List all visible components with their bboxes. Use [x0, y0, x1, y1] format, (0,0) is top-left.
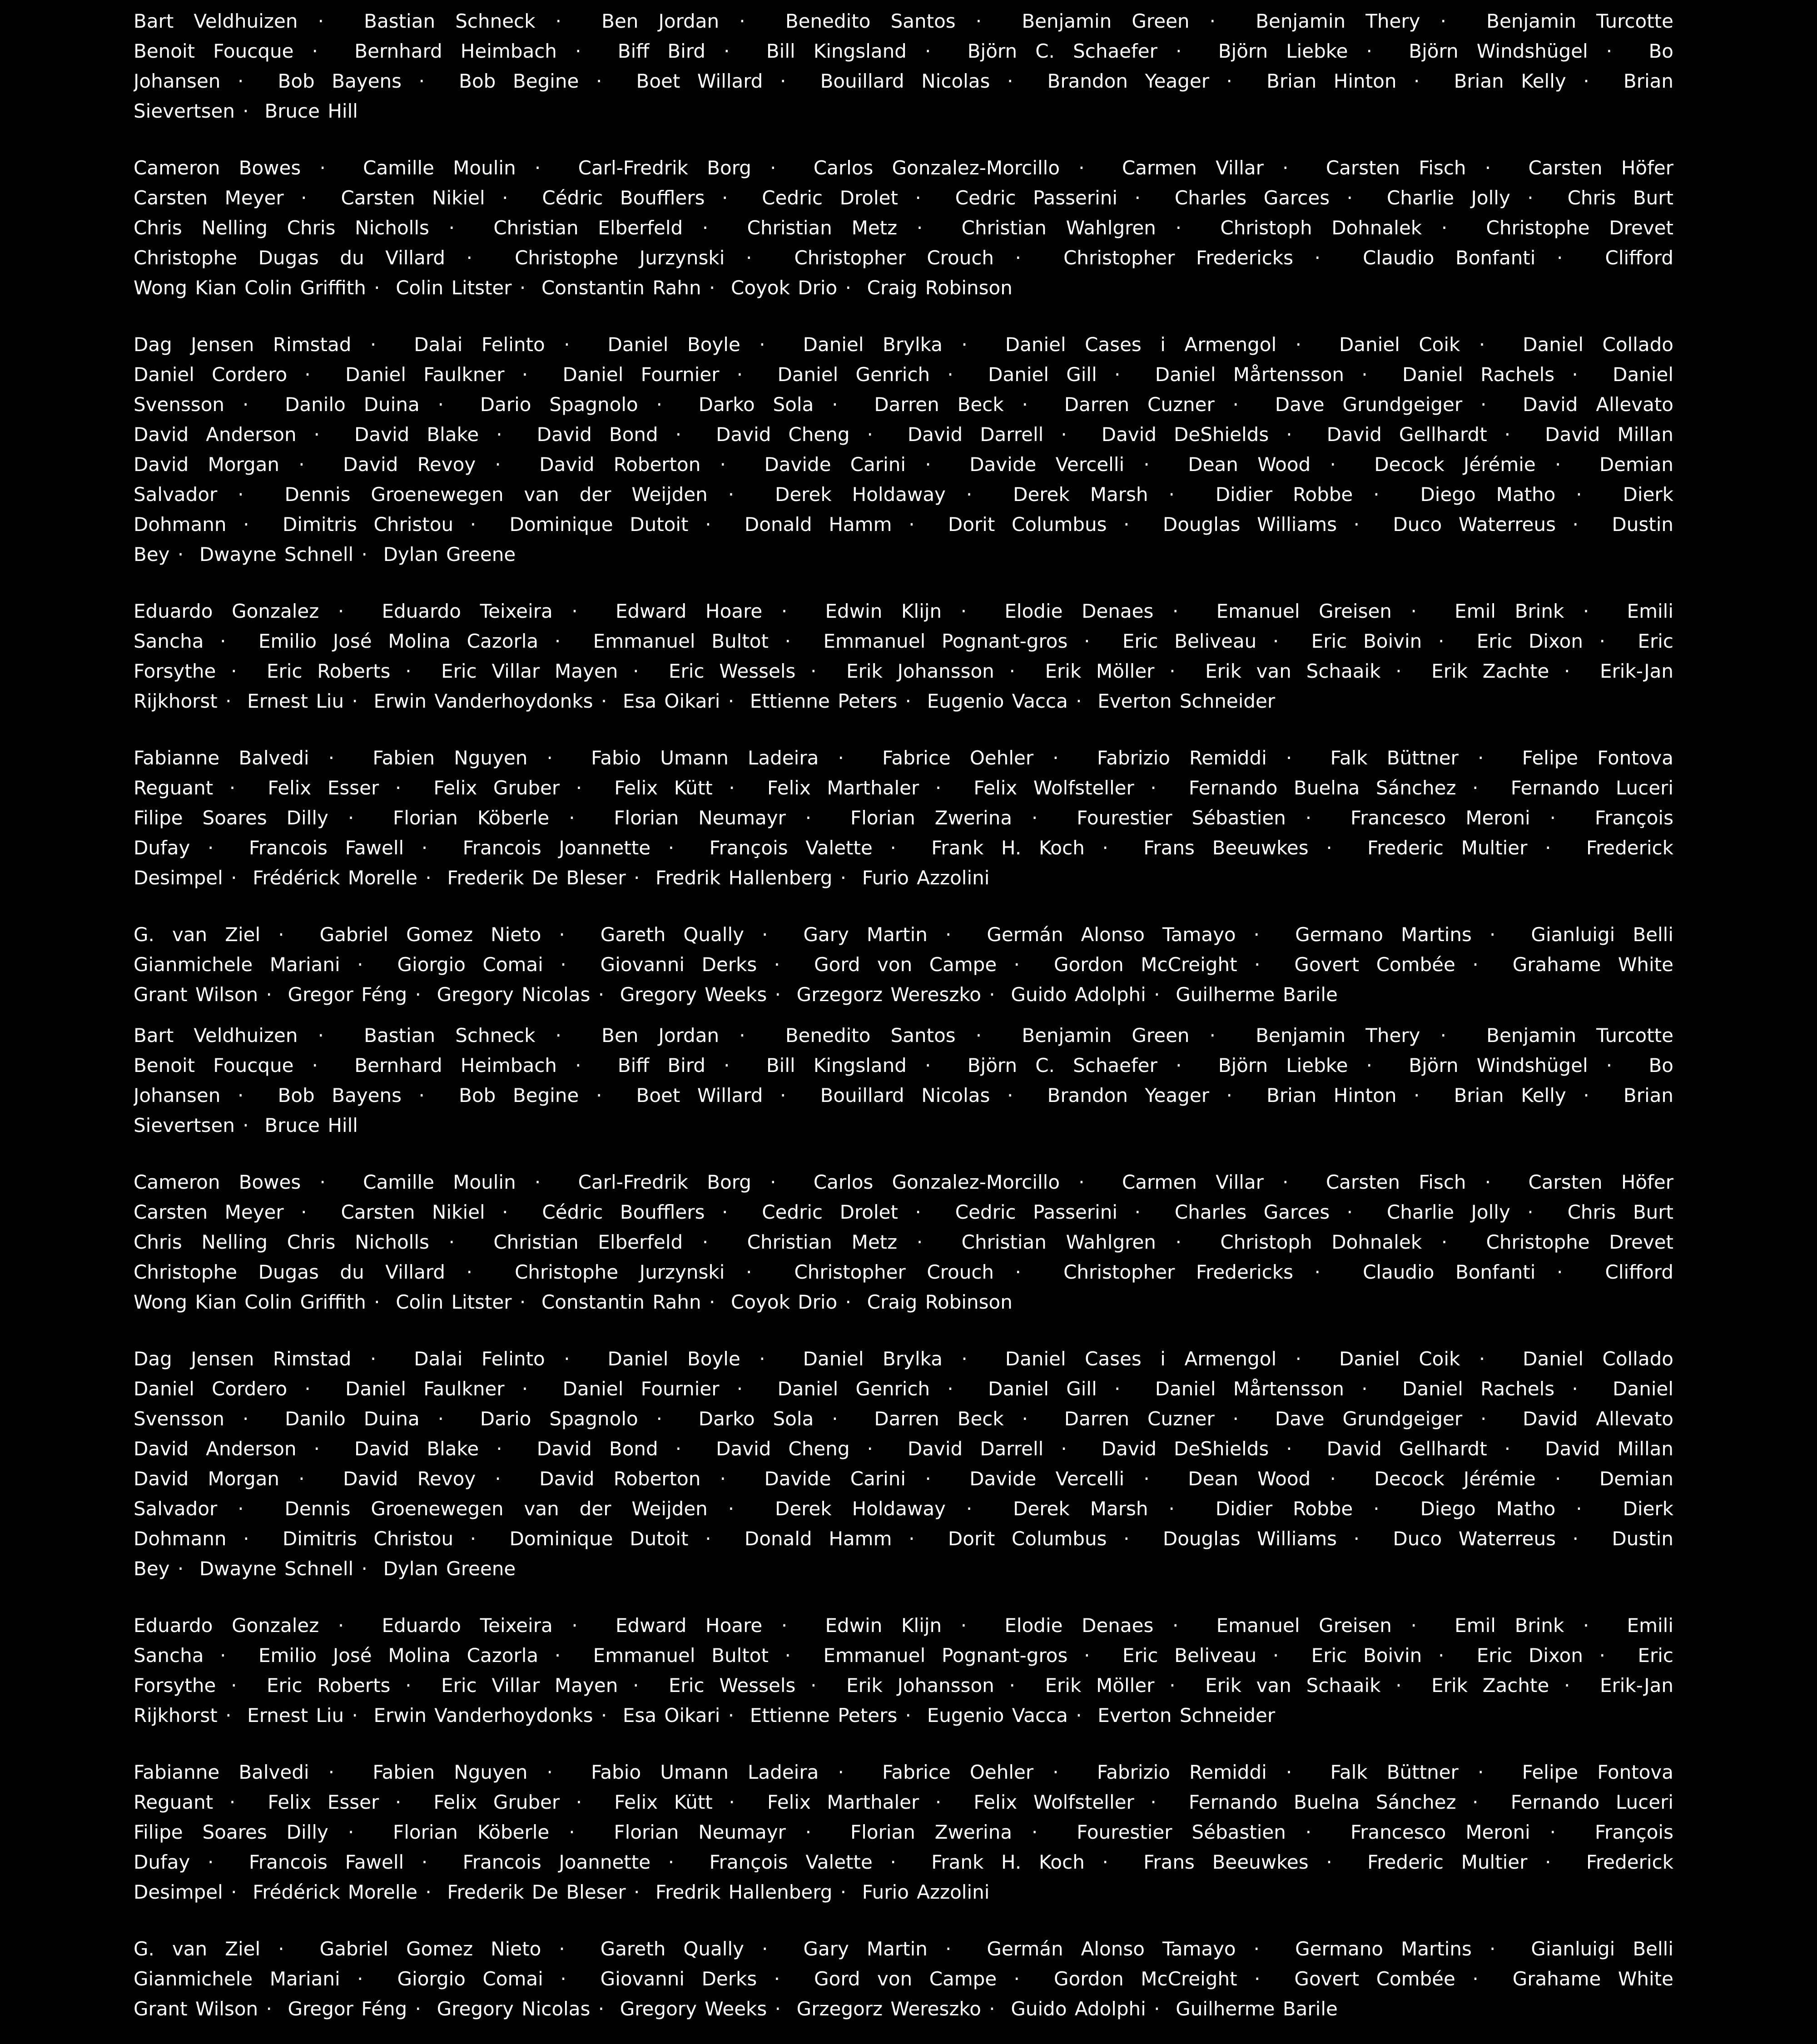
credits-line: Salvador · Dennis Groenewegen van der Weijden · Derek Holdaway · Derek Marsh · Didier Robbe · Diego Matho · Dierk — [134, 483, 1673, 506]
credits-line: Cameron Bowes · Camille Moulin · Carl-Fredrik Borg · Carlos Gonzalez-Morcillo · Carmen Villar · Carsten Fisch · Carsten Höfer — [134, 157, 1673, 179]
credits-paragraph-b-1 — [134, 6, 1673, 126]
credits-line: Bey · Dwayne Schnell · Dylan Greene — [134, 1558, 516, 1580]
credits-line: Johansen · Bob Bayens · Bob Begine · Boet Willard · Bouillard Nicolas · Brandon Yeager · Brian Hinton · Brian Kelly · Brian — [134, 1084, 1673, 1106]
credits-paragraph-d-2 — [134, 1344, 1673, 1584]
credits-paragraph-e-2 — [134, 1611, 1673, 1731]
credits-line: Sancha · Emilio José Molina Cazorla · Emmanuel Bultot · Emmanuel Pognant-gros · Eric Beliveau · Eric Boivin · Eric Dixon · Eric — [134, 1644, 1673, 1667]
credits-line: Eduardo Gonzalez · Eduardo Teixeira · Edward Hoare · Edwin Klijn · Elodie Denaes · Emanuel Greisen · Emil Brink · Emili — [134, 1614, 1673, 1637]
credits-line: David Anderson · David Blake · David Bond · David Cheng · David Darrell · David DeShields · David Gellhardt · David Millan — [134, 423, 1673, 446]
credits-line: David Anderson · David Blake · David Bond · David Cheng · David Darrell · David DeShields · David Gellhardt · David Millan — [134, 1438, 1673, 1460]
credits-line: Daniel Cordero · Daniel Faulkner · Daniel Fournier · Daniel Genrich · Daniel Gill · Daniel Mårtensson · Daniel Rachels · Daniel — [134, 363, 1673, 386]
credits-line: Svensson · Danilo Duina · Dario Spagnolo · Darko Sola · Darren Beck · Darren Cuzner · Dave Grundgeiger · David Allevato — [134, 393, 1673, 416]
credits-line: Sievertsen · Bruce Hill — [134, 100, 358, 122]
credits-line: Rijkhorst · Ernest Liu · Erwin Vanderhoydonks · Esa Oikari · Ettienne Peters · Eugenio Vacca · Everton Schneider — [134, 1704, 1276, 1726]
credits-line: Sancha · Emilio José Molina Cazorla · Emmanuel Bultot · Emmanuel Pognant-gros · Eric Beliveau · Eric Boivin · Eric Dixon · Eric — [134, 630, 1673, 652]
credits-line: Reguant · Felix Esser · Felix Gruber · Felix Kütt · Felix Marthaler · Felix Wolfsteller · Fernando Buelna Sánchez · Fernando Luceri — [134, 777, 1673, 799]
credits-line: Dufay · Francois Fawell · Francois Joannette · François Valette · Frank H. Koch · Frans Beeuwkes · Frederic Multier · Frederick — [134, 837, 1673, 859]
credits-line: Carsten Meyer · Carsten Nikiel · Cédric Boufflers · Cedric Drolet · Cedric Passerini · Charles Garces · Charlie Jolly · Chris Burt — [134, 187, 1673, 209]
credits-line: Desimpel · Frédérick Morelle · Frederik De Bleser · Fredrik Hallenberg · Furio Azzolini — [134, 1881, 990, 1903]
credits-line: Benoit Foucque · Bernhard Heimbach · Biff Bird · Bill Kingsland · Björn C. Schaefer · Björn Liebke · Björn Windshügel · Bo — [134, 40, 1673, 62]
credits-block-1 — [134, 6, 1673, 1010]
credits-line: Christophe Dugas du Villard · Christophe Jurzynski · Christopher Crouch · Christopher Fredericks · Claudio Bonfanti · Clifford — [134, 247, 1673, 269]
credits-paragraph-b-2 — [134, 1021, 1673, 1141]
credits-line: Benoit Foucque · Bernhard Heimbach · Biff Bird · Bill Kingsland · Björn C. Schaefer · Björn Liebke · Björn Windshügel · Bo — [134, 1054, 1673, 1077]
credits-paragraph-c-2 — [134, 1167, 1673, 1317]
credits-paragraph-f-1 — [134, 743, 1673, 893]
credits-line: Cameron Bowes · Camille Moulin · Carl-Fredrik Borg · Carlos Gonzalez-Morcillo · Carmen Villar · Carsten Fisch · Carsten Höfer — [134, 1171, 1673, 1193]
credits-line: Forsythe · Eric Roberts · Eric Villar Mayen · Eric Wessels · Erik Johansson · Erik Möller · Erik van Schaaik · Erik Zachte · Erik-Jan — [134, 660, 1673, 682]
credits-line: Christophe Dugas du Villard · Christophe Jurzynski · Christopher Crouch · Christopher Fredericks · Claudio Bonfanti · Clifford — [134, 1261, 1673, 1283]
credits-paragraph-g-2 — [134, 1934, 1673, 2024]
credits-line: David Morgan · David Revoy · David Roberton · Davide Carini · Davide Vercelli · Dean Wood · Decock Jérémie · Demian — [134, 1468, 1673, 1490]
credits-line: G. van Ziel · Gabriel Gomez Nieto · Gareth Qually · Gary Martin · Germán Alonso Tamayo · Germano Martins · Gianluigi Belli — [134, 1938, 1673, 1960]
credits-line: Grant Wilson · Gregor Féng · Gregory Nicolas · Gregory Weeks · Grzegorz Wereszko · Guido Adolphi · Guilherme Barile — [134, 1998, 1338, 2020]
credits-paragraph-e-1 — [134, 596, 1673, 716]
credits-line: Johansen · Bob Bayens · Bob Begine · Boet Willard · Bouillard Nicolas · Brandon Yeager · Brian Hinton · Brian Kelly · Brian — [134, 70, 1673, 92]
credits-line: Salvador · Dennis Groenewegen van der Weijden · Derek Holdaway · Derek Marsh · Didier Robbe · Diego Matho · Dierk — [134, 1498, 1673, 1520]
credits-line: Dohmann · Dimitris Christou · Dominique Dutoit · Donald Hamm · Dorit Columbus · Douglas Williams · Duco Waterreus · Dustin — [134, 1528, 1673, 1550]
credits-line: Sievertsen · Bruce Hill — [134, 1114, 358, 1136]
credits-line: Grant Wilson · Gregor Féng · Gregory Nicolas · Gregory Weeks · Grzegorz Wereszko · Guido Adolphi · Guilherme Barile — [134, 983, 1338, 1006]
credits-line: Dohmann · Dimitris Christou · Dominique Dutoit · Donald Hamm · Dorit Columbus · Douglas Williams · Duco Waterreus · Dustin — [134, 513, 1673, 536]
credits-line: Daniel Cordero · Daniel Faulkner · Daniel Fournier · Daniel Genrich · Daniel Gill · Daniel Mårtensson · Daniel Rachels · Daniel — [134, 1378, 1673, 1400]
credits-line: Forsythe · Eric Roberts · Eric Villar Mayen · Eric Wessels · Erik Johansson · Erik Möller · Erik van Schaaik · Erik Zachte · Erik-Jan — [134, 1674, 1673, 1697]
credits-block-2 — [134, 1021, 1673, 2024]
credits-paragraph-g-1 — [134, 920, 1673, 1010]
credits-line: Svensson · Danilo Duina · Dario Spagnolo · Darko Sola · Darren Beck · Darren Cuzner · Dave Grundgeiger · David Allevato — [134, 1408, 1673, 1430]
credits-paragraph-f-2 — [134, 1757, 1673, 1907]
credits-line: Eduardo Gonzalez · Eduardo Teixeira · Edward Hoare · Edwin Klijn · Elodie Denaes · Emanuel Greisen · Emil Brink · Emili — [134, 600, 1673, 622]
credits-line: Fabianne Balvedi · Fabien Nguyen · Fabio Umann Ladeira · Fabrice Oehler · Fabrizio Remiddi · Falk Büttner · Felipe Fontova — [134, 747, 1673, 769]
credits-line: Bart Veldhuizen · Bastian Schneck · Ben Jordan · Benedito Santos · Benjamin Green · Benjamin Thery · Benjamin Turcotte — [134, 10, 1673, 32]
credits-line: Bart Veldhuizen · Bastian Schneck · Ben Jordan · Benedito Santos · Benjamin Green · Benjamin Thery · Benjamin Turcotte — [134, 1024, 1673, 1047]
credits-line: Wong Kian Colin Griffith · Colin Litster · Constantin Rahn · Coyok Drio · Craig Robinson — [134, 1291, 1013, 1313]
credits-line: David Morgan · David Revoy · David Roberton · Davide Carini · Davide Vercelli · Dean Wood · Decock Jérémie · Demian — [134, 453, 1673, 476]
credits-line: Chris Nelling Chris Nicholls · Christian Elberfeld · Christian Metz · Christian Wahlgren · Christoph Dohnalek · Christophe Drevet — [134, 1231, 1673, 1253]
credits-line: Chris Nelling Chris Nicholls · Christian Elberfeld · Christian Metz · Christian Wahlgren · Christoph Dohnalek · Christophe Drevet — [134, 217, 1673, 239]
credits-paragraph-d-1 — [134, 330, 1673, 570]
credits-line: Dag Jensen Rimstad · Dalai Felinto · Daniel Boyle · Daniel Brylka · Daniel Cases i Armengol · Daniel Coik · Daniel Collado — [134, 333, 1673, 356]
credits-line: Desimpel · Frédérick Morelle · Frederik De Bleser · Fredrik Hallenberg · Furio Azzolini — [134, 867, 990, 889]
credits-line: Bey · Dwayne Schnell · Dylan Greene — [134, 543, 516, 566]
credits-line: Filipe Soares Dilly · Florian Köberle · Florian Neumayr · Florian Zwerina · Fourestier Sébastien · Francesco Meroni · François — [134, 807, 1673, 829]
credits-line: Dag Jensen Rimstad · Dalai Felinto · Daniel Boyle · Daniel Brylka · Daniel Cases i Armengol · Daniel Coik · Daniel Collado — [134, 1348, 1673, 1370]
credits-line: Carsten Meyer · Carsten Nikiel · Cédric Boufflers · Cedric Drolet · Cedric Passerini · Charles Garces · Charlie Jolly · Chris Burt — [134, 1201, 1673, 1223]
credits-line: G. van Ziel · Gabriel Gomez Nieto · Gareth Qually · Gary Martin · Germán Alonso Tamayo · Germano Martins · Gianluigi Belli — [134, 923, 1673, 946]
credits-line: Rijkhorst · Ernest Liu · Erwin Vanderhoydonks · Esa Oikari · Ettienne Peters · Eugenio Vacca · Everton Schneider — [134, 690, 1276, 712]
credits-line: Filipe Soares Dilly · Florian Köberle · Florian Neumayr · Florian Zwerina · Fourestier Sébastien · Francesco Meroni · François — [134, 1821, 1673, 1843]
credits-line: Wong Kian Colin Griffith · Colin Litster · Constantin Rahn · Coyok Drio · Craig Robinson — [134, 277, 1013, 299]
credits-line: Gianmichele Mariani · Giorgio Comai · Giovanni Derks · Gord von Campe · Gordon McCreight · Govert Combée · Grahame White — [134, 1968, 1673, 1990]
credits-paragraph-c-1 — [134, 153, 1673, 303]
credits-line: Fabianne Balvedi · Fabien Nguyen · Fabio Umann Ladeira · Fabrice Oehler · Fabrizio Remiddi · Falk Büttner · Felipe Fontova — [134, 1761, 1673, 1783]
credits-line: Gianmichele Mariani · Giorgio Comai · Giovanni Derks · Gord von Campe · Gordon McCreight · Govert Combée · Grahame White — [134, 953, 1673, 976]
credits-line: Reguant · Felix Esser · Felix Gruber · Felix Kütt · Felix Marthaler · Felix Wolfsteller · Fernando Buelna Sánchez · Fernando Luceri — [134, 1791, 1673, 1813]
credits-line: Dufay · Francois Fawell · Francois Joannette · François Valette · Frank H. Koch · Frans Beeuwkes · Frederic Multier · Frederick — [134, 1851, 1673, 1873]
